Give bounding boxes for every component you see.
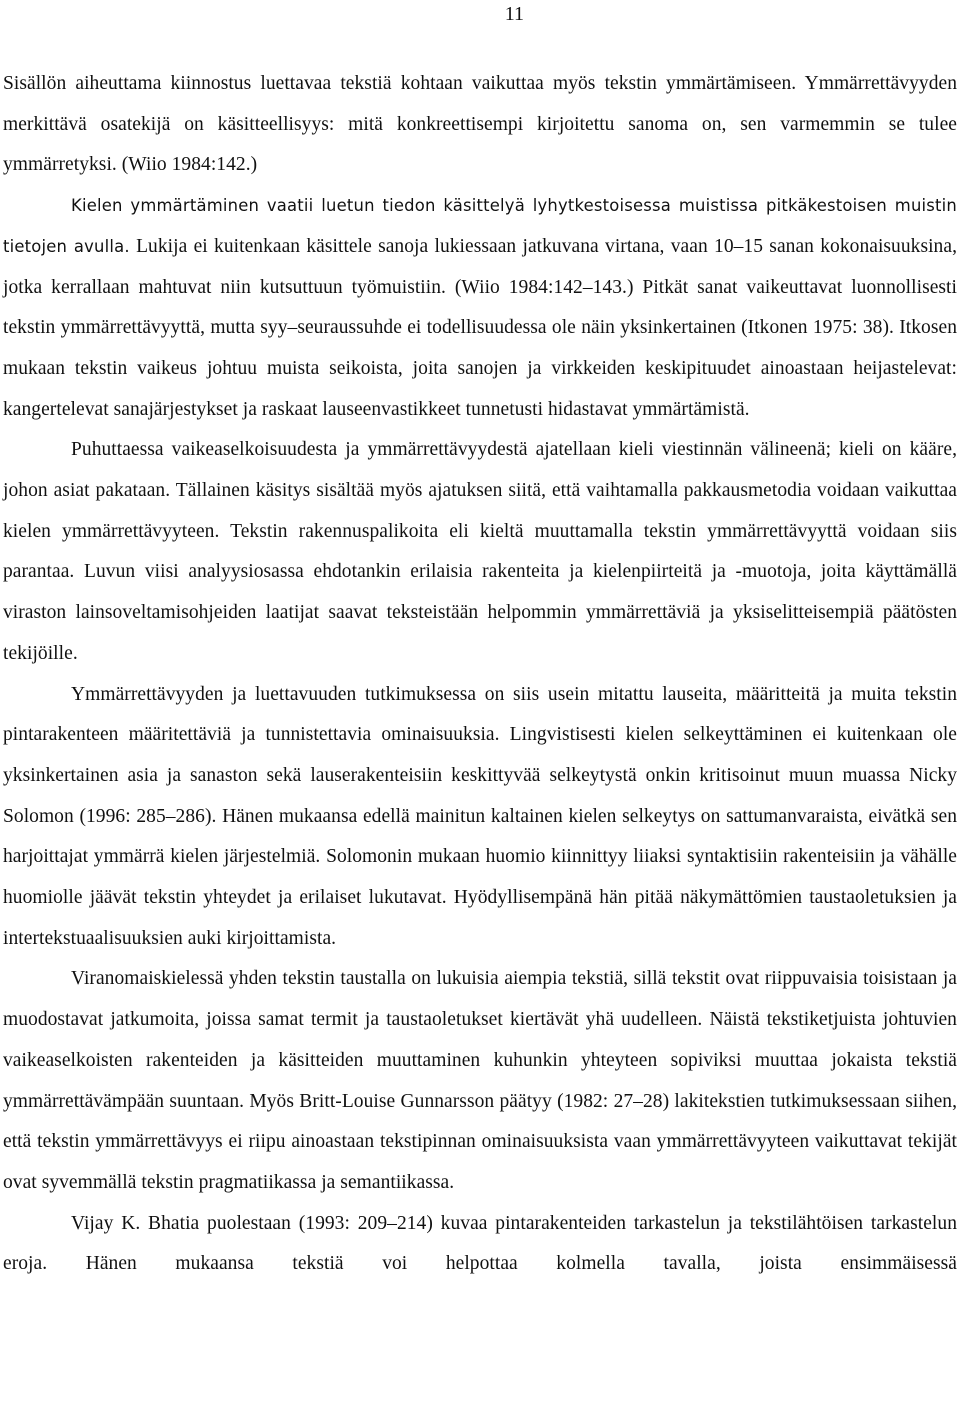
paragraph-working-memory-opening: Kielen ymmärtäminen vaatii luetun tiedon käsittelyä lyhytkestoisessa muistissa pitkäkestoisen muistin tietojen avulla.	[3, 196, 957, 256]
paragraph-working-memory	[3, 186, 957, 430]
document-body	[3, 64, 957, 1285]
page-number: 11	[504, 3, 524, 25]
paragraph-official-language: Viranomaiskielessä yhden tekstin taustalla on lukuisia aiempia tekstiä, sillä tekstit ovat riippuvaisia toisistaan ja muodostavat jatkumoita, joissa samat termit ja taustaoletukset kiertävät yhä uudelleen. Näistä tekstiketjuista johtuvien vaikeaselkoisten rakenteiden ja käsitteiden muuttaminen kuhunkin yhteyteen sopiviksi muuttaa jokaista tekstiä ymmärrettävämpään suuntaan. Myös Britt-Louise Gunnarsson päätyy (1982: 27–28) lakitekstien tutkimuksessaan siihen, että tekstin ymmärrettävyys ei riipu ainoastaan tekstipinnan ominaisuuksista vaan ymmärrettävyyteen vaikuttavat tekijät ovat syvemmällä tekstin pragmatiikassa ja semantiikassa.	[3, 968, 957, 1193]
paragraph-working-memory-body: Lukija ei kuitenkaan käsittele sanoja lukiessaan jatkuvana virtana, vaan 10–15 sanan kokonaisuuksina, jotka kerrallaan mahtuvat niin kutsuttuun työmuistiin. (Wiio 1984:142–143.) Pitkät sanat vaikeuttavat luonnollisesti tekstin ymmärrettävyyttä, mutta syy–seuraussuhde ei todellisuudessa ole näin yksinkertainen (Itkonen 1975: 38). Itkosen mukaan tekstin vaikeus johtuu muista seikoista, joita sanojen ja virkkeiden keskipituudet ainoastaan heijastelevat: kangertelevat sanajärjestykset ja raskaat lauseenvastikkeet tunnetusti hidastavat ymmärtämistä.	[3, 235, 957, 420]
paragraph-bhatia: Vijay K. Bhatia puolestaan (1993: 209–214) kuvaa pintarakenteiden tarkastelun ja tekstilähtöisen tarkastelun eroja. Hänen mukaansa tekstiä voi helpottaa kolmella tavalla, joista ensimmäisessä	[3, 1212, 957, 1275]
paragraph-language-as-wrapper: Puhuttaessa vaikeaselkoisuudesta ja ymmärrettävyydestä ajatellaan kieli viestinnän välineenä; kieli on kääre, johon asiat pakataan. Tällainen käsitys sisältää myös ajatuksen siitä, että vaihtamalla pakkausmetodia voidaan vaikuttaa kielen ymmärrettävyyteen. Tekstin rakennuspalikoita eli kieltä muuttamalla tekstin ymmärrettävyyttä voidaan siis parantaa. Luvun viisi analyysiosassa ehdotankin erilaisia rakenteita ja kielenpiirteitä ja -muotoja, joita käyttämällä viraston lainsoveltamisohjeiden laatijat saavat teksteistään helpommin ymmärrettäviä ja yksiselitteisempiä päätösten tekijöille.	[3, 439, 957, 664]
paragraph-readability-research: Ymmärrettävyyden ja luettavuuden tutkimuksessa on siis usein mitattu lauseita, määritteitä ja muita tekstin pintarakenteen määritettäviä ja tunnistettavia ominaisuuksia. Lingvistisesti kielen selkeyttäminen ei kuitenkaan ole yksinkertainen asia ja sanaston sekä lauserakenteisiin keskittyvää selkeytystä onkin kritisoinut muun muassa Nicky Solomon (1996: 285–286). Hänen mukaansa edellä mainitun kaltainen kielen selkeytys on sattumanvaraista, eivätkä sen harjoittajat ymmärrä kielen järjestelmiä. Solomonin mukaan huomio kiinnittyy liiaksi syntaktisiin rakenteisiin ja vähälle huomiolle jäävät tekstin yhteydet ja erilaiset lukutavat. Hyödyllisempänä hän pitää näkymättömien taustaoletuksien ja intertekstuaalisuuksien auki kirjoittamista.	[3, 683, 957, 949]
paragraph-content-interest: Sisällön aiheuttama kiinnostus luettavaa tekstiä kohtaan vaikuttaa myös tekstin ymmärtämiseen. Ymmärrettävyyden merkittävä osatekijä on käsitteellisyys: mitä konkreettisempi kirjoitettu sanoma on, sen varmemmin se tulee ymmärretyksi. (Wiio 1984:142.)	[3, 73, 957, 176]
